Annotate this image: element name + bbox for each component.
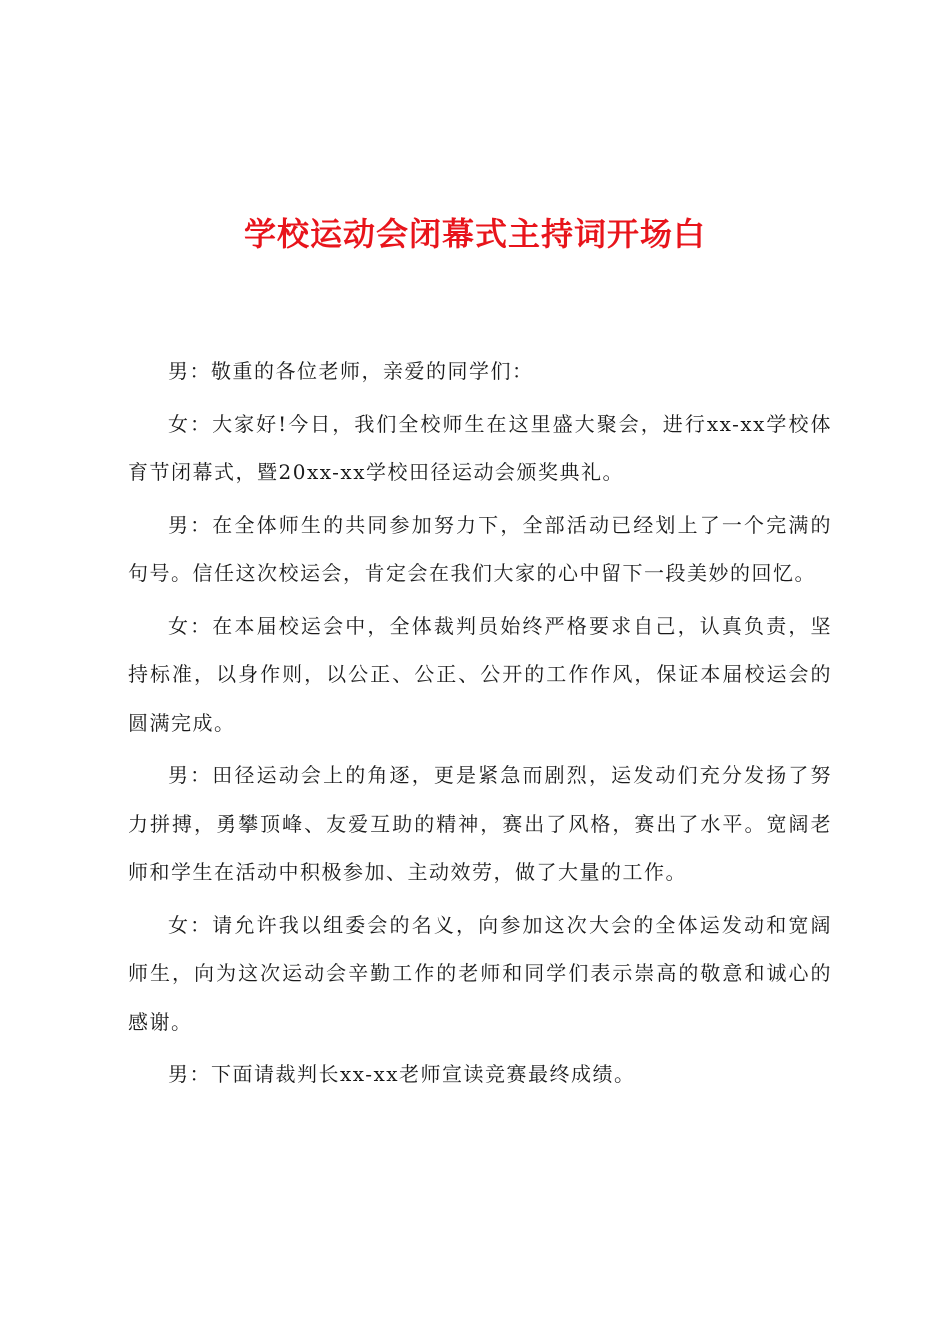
paragraph-3: 男：在全体师生的共同参加努力下，全部活动已经划上了一个完满的句号。信任这次校运会，肯定会在我们大家的心中留下一段美妙的回忆。	[128, 512, 832, 585]
paragraph-1: 男：敬重的各位老师，亲爱的同学们：	[168, 359, 534, 383]
paragraph-5: 男：田径运动会上的角逐，更是紧急而剧烈，运发动们充分发扬了努力拼搏，勇攀顶峰、友爱互助的精神，赛出了风格，赛出了水平。宽阔老师和学生在活动中积极参加、主动效劳，做了大量的工作。	[128, 763, 832, 884]
paragraph-2: 女：大家好!今日，我们全校师生在这里盛大聚会，进行xx-xx学校体育节闭幕式，暨20xx-xx学校田径运动会颁奖典礼。	[128, 411, 832, 484]
paragraph-4: 女：在本届校运会中，全体裁判员始终严格要求自己，认真负责，坚持标准，以身作则，以公正、公正、公开的工作作风，保证本届校运会的圆满完成。	[128, 613, 832, 735]
document-title: 学校运动会闭幕式主持词开场白	[243, 215, 706, 253]
document-body	[128, 347, 832, 1103]
paragraph-6: 女：请允许我以组委会的名义，向参加这次大会的全体运发动和宽阔师生，向为这次运动会辛勤工作的老师和同学们表示崇高的敬意和诚心的感谢。	[128, 912, 832, 1034]
paragraph-7: 男：下面请裁判长xx-xx老师宣读竞赛最终成绩。	[168, 1062, 636, 1086]
